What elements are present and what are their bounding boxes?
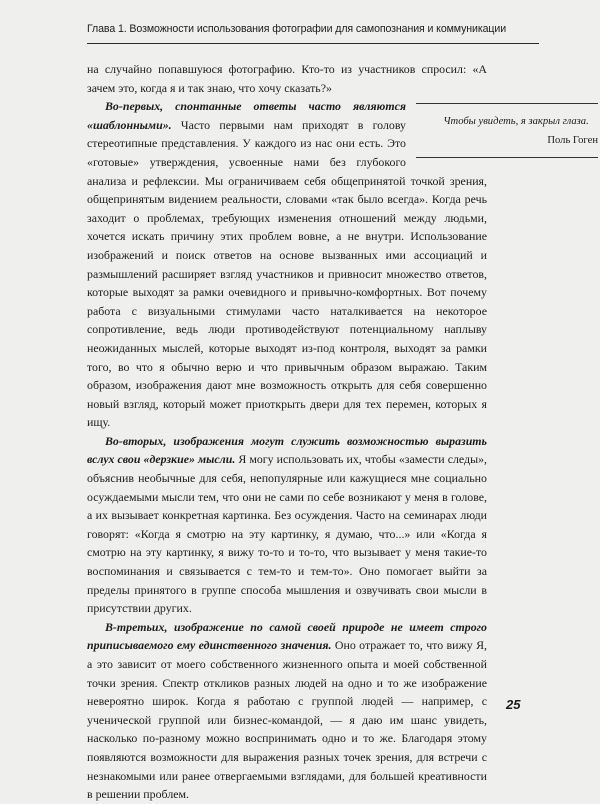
epigraph-top-rule bbox=[416, 103, 598, 104]
epigraph-author: Поль Гоген bbox=[547, 135, 598, 147]
epigraph-bottom-rule bbox=[416, 157, 598, 158]
paragraph-text: Часто первыми нам приходят в голову стереотипные представления. У каждого из нас они есть. Это «готовые» утверждения, усвоенные нами без глубокого анализа и рефлексии. Мы ограничиваем себя общепринятой точкой зрения, общепринятым видением реальности, словами «так было всегда». Когда речь заходит о проблемах, требующих изменения отношений между людьми, хочется искать причину этих проблем вовне, а не внутри. Использование изображений и поиск ответов на основе вызванных ими ассоциаций и размышлений расширяет взгляд участников и привносит множество ответов, которые выходят за рамки очевидного и привычно-комфортных. Вот почему работа с визуальными стимулами часто наталкивается на некоторое сопротивление, ведь люди противодействуют потенциальному наплыву неожиданных мыслей, которые выходят из-под контроля, выходят за рамки того, во что я обычно верю и что привычным образом выражаю. Таким образом, изображения дают мне возможность открыть для себя совершенно новый взгляд, который может приоткрыть двери для тех перемен, которых я ищу. bbox=[87, 117, 487, 430]
paragraph-third-point bbox=[87, 618, 487, 804]
paragraph-text: на случайно попавшуюся фотографию. Кто-то из участников спросил: «А зачем это, когда я и так знаю, что хочу сказать?» bbox=[87, 62, 487, 95]
epigraph bbox=[416, 103, 598, 158]
page-number: 25 bbox=[506, 697, 521, 712]
epigraph-quote: Чтобы увидеть, я закрыл глаза. bbox=[443, 116, 589, 128]
paragraph-text: Оно отражает то, что вижу Я, а это зависит от моего собственного жизненного опыта и моей собственной точки зрения. Спектр откликов разных людей на одно и то же изображение невероятно широк. Когда я работаю с группой людей — например, с ученической группой или бизнес-командой, — я даю им шанс увидеть, насколько по-разному можно воспринимать одно и то же. Благодаря этому появляются возможности для выражения разных точек зрения, для встречи с незнакомыми или ранее отвергаемыми взглядами, для большей креативности в решении проблем. bbox=[87, 638, 487, 802]
running-head: Глава 1. Возможности использования фотографии для самопознания и коммуникации bbox=[87, 23, 507, 35]
header-rule bbox=[87, 43, 539, 44]
paragraph-second-point bbox=[87, 432, 487, 618]
paragraph-continuation bbox=[87, 60, 487, 97]
paragraph-first-point bbox=[87, 97, 598, 432]
paragraph-lead: Во-первых, спонтанные ответы часто являются «шаблонными». bbox=[87, 99, 406, 132]
paragraph-lead: В-третьих, изображение по самой своей природе не имеет строго приписываемого ему единственного значения. bbox=[87, 619, 487, 653]
paragraph-text: Я могу использовать их, чтобы «замести следы», объяснив необычные для себя, непопулярные или кажущиеся мне социально осуждаемыми мысли тем, что они не сами по себе возникают у меня в голове, а их вызывает конкретная картинка. Без осуждения. Часто на семинарах люди говорят: «Когда я смотрю на эту картинку, я думаю, что...» или «Когда я смотрю на эту картинку, я вижу то-то и то-то, что вызывает у меня такие-то воспоминания и связывается с тем-то и тем-то». Оно помогает выйти за пределы принятого в группе способа мышления и озвучивать свои мысли в присутствии других. bbox=[87, 452, 487, 616]
paragraph-lead: Во-вторых, изображения могут служить возможностью выразить вслух свои «дерзкие» мысли. bbox=[87, 433, 487, 467]
